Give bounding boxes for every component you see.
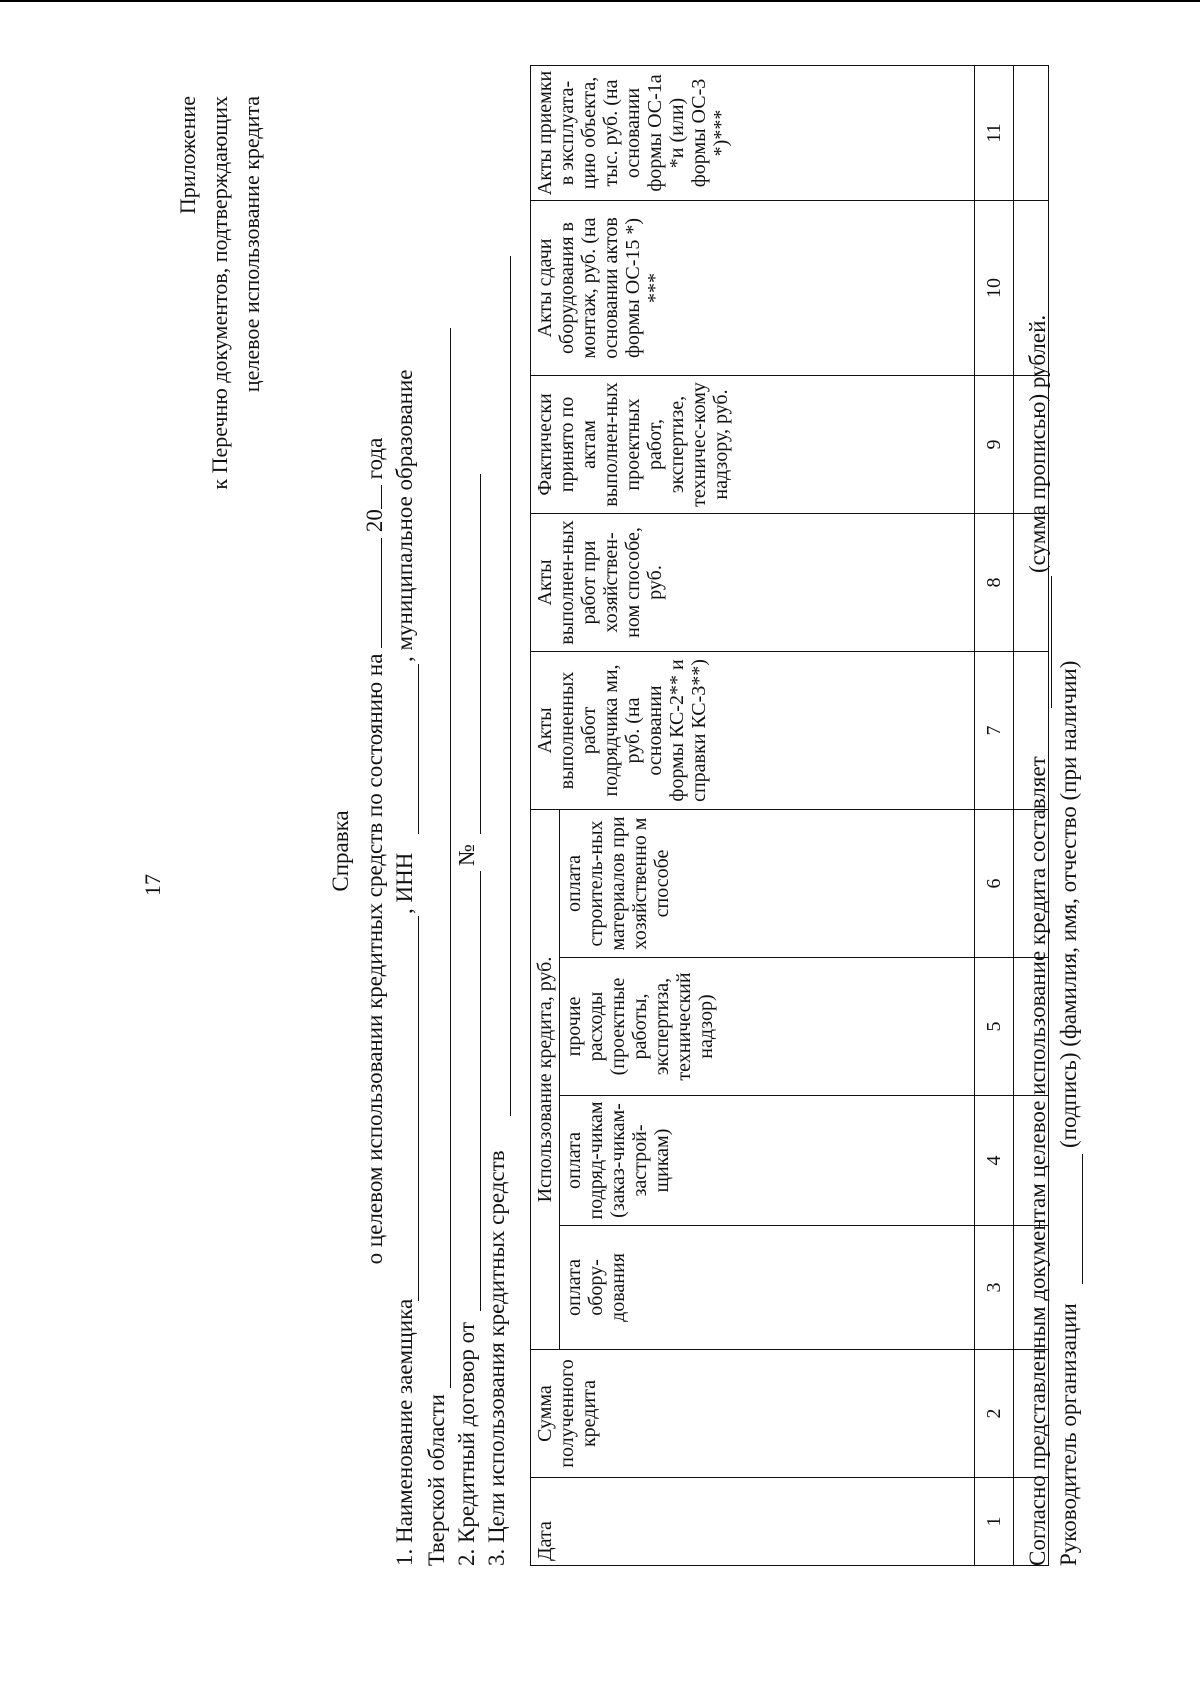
number-cell: 2 [975,1350,1014,1478]
contract-date-blank [480,871,481,1311]
number-cell: 10 [975,200,1014,375]
table-header-row-1 [531,65,560,1565]
appendix-line-1: Приложение [175,96,200,215]
document-title: Справка [328,810,353,892]
region-text: Тверской области [424,1394,449,1566]
header-date: Дата [531,1478,975,1566]
footer-line-1-suffix: (сумма прописью) рублей. [1025,314,1050,573]
number-cell: 1 [975,1478,1014,1566]
appendix-line-2: к Перечню документов, подтверждающих [207,96,232,490]
footer-signature-blank [1082,1154,1083,1284]
header-usage-group: Использование кредита, руб. [531,809,560,1349]
header-col3: оплата обору-дования [560,1226,975,1350]
footer-line-2-label: Руководитель организации [1056,1303,1081,1566]
credit-usage-table [530,65,1049,1566]
region-blank [450,328,451,1388]
appendix-line-3: целевое использование кредита [239,96,264,393]
inn-label: , ИНН [392,852,417,914]
contract-number-blank [480,474,481,834]
number-cell: 4 [975,1096,1014,1226]
header-col8: Акты выполнен-ных работ при хозяйствен-ном способе, руб. [531,513,975,651]
header-amount: Сумма полученного кредита [531,1350,975,1478]
header-col11: Акты приемки в эксплуата-цию объекта, тыс. руб. (на основании формы ОС-1а *и (или) формы ОС-3 *)*** [531,65,975,200]
number-cell: 3 [975,1226,1014,1350]
number-cell: 9 [975,375,1014,513]
page-number: 17 [140,874,165,896]
document-subtitle [362,46,388,1656]
purpose-label: 3. Цели использования кредитных средств [484,1150,509,1566]
footer-line-2-signature: (подпись) (фамилия, имя, отчество (при наличии) [1056,660,1081,1148]
empty-cell [1014,65,1049,200]
table-number-row [975,65,1014,1565]
number-cell: 6 [975,809,1014,957]
number-cell: 11 [975,65,1014,200]
municipality-label: , муниципальное образование [392,369,417,662]
header-col10: Акты сдачи оборудования в монтаж, руб. (на основании актов формы ОС-15 *) *** [531,200,975,375]
number-sign: № [454,844,479,866]
footer-line-1-prefix: Согласно представленным документам целевое использование кредита составляет [1025,756,1050,1566]
subtitle-prefix: о целевом использовании кредитных средств по состоянию на [362,653,387,1265]
year-blank [363,485,382,509]
date-blank [363,538,382,648]
header-col7: Акты выполненных работ подрядчика ми, руб. (на основании формы КС-2** и справки КС-3**) [531,651,975,809]
header-col6: оплата строитель-ных материалов при хозяйственно м способе [560,809,975,957]
header-col4: оплата подряд-чикам (заказ-чикам-застрой-щикам) [560,1096,975,1226]
number-cell: 7 [975,651,1014,809]
footer-sum-blank [1051,576,1052,708]
appendix-header [172,96,268,490]
subtitle-year-prefix: 20 [362,509,387,533]
contract-label: 2. Кредитный договор от [454,1322,479,1566]
header-col9: Фактически принято по актам выполнен-ных проектных работ, экспертизе, техничес-кому надзору, руб. [531,375,975,513]
borrower-blank [418,916,419,1301]
purpose-blank [510,256,511,1116]
inn-blank [418,664,419,834]
number-cell: 8 [975,513,1014,651]
top-border-line [0,0,1200,2]
header-col5: прочие расходы (проектные работы, экспертиза, технический надзор) [560,958,975,1096]
borrower-label: 1. Наименование заемщика [392,1298,417,1566]
rotated-document-page [80,46,1120,1656]
number-cell: 5 [975,958,1014,1096]
subtitle-year-suffix: года [362,437,387,480]
